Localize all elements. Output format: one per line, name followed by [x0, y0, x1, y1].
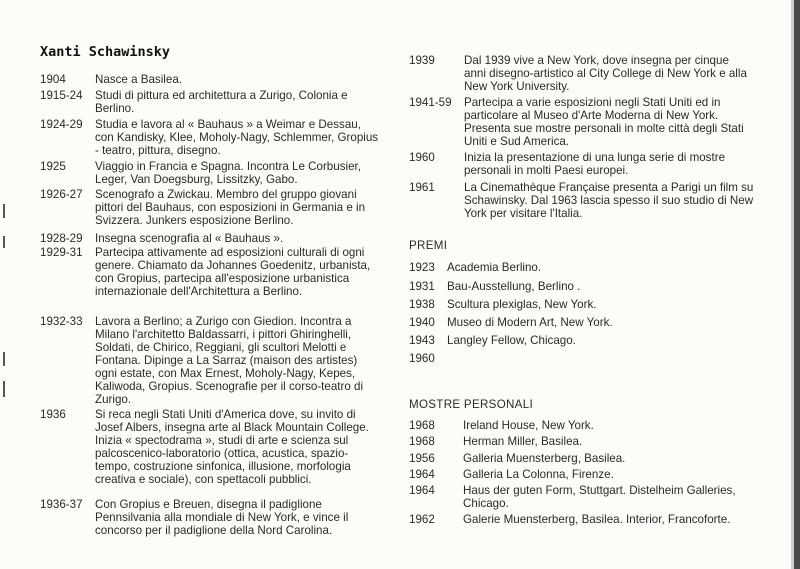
mostre-heading: MOSTRE PERSONALI: [409, 398, 533, 411]
entry-text: Insegna scenografia al « Bauhaus ».: [95, 232, 284, 245]
entry-text: Haus der guten Form, Stuttgart. Distelheim Galleries, Chicago.: [463, 484, 736, 510]
premi-heading: PREMI: [409, 239, 448, 252]
entry-year: 1929-31: [40, 246, 83, 259]
entry-text: Studi di pittura ed architettura a Zurigo, Colonia e Berlino.: [95, 89, 348, 115]
entry-year: 1960: [409, 352, 435, 365]
page-edge-shadow: [791, 0, 794, 569]
entry-year: 1939: [409, 54, 435, 67]
entry-text: Lavora a Berlino; a Zurigo con Giedion. Incontra a Milano l'architetto Baldassarri, i pittori Ghiringhelli, Soldati, de Chirico, Reggiani, gli scultori Melotti e Fontana. Dipinge a La Sarraz (maison des artistes) ogni estate, con Max Ernest, Moholy-Nagy, Kepes, Kaliwoda, Gropius. Scenografie per il corso-teatro di Zurigo.: [95, 315, 364, 406]
entry-text: Herman Miller, Basilea.: [463, 435, 583, 448]
entry-text: Ireland House, New York.: [463, 419, 594, 432]
entry-year: 1956: [409, 452, 435, 465]
entry-text: Museo di Modern Art, New York.: [447, 316, 613, 329]
entry-year: 1923: [409, 261, 435, 274]
margin-mark: [3, 381, 5, 397]
entry-year: 1931: [409, 280, 435, 293]
entry-year: 1941-59: [409, 96, 452, 109]
entry-text: Viaggio in Francia e Spagna. Incontra Le Corbusier, Leger, Van Doegsburg, Lissitzky, Gabo.: [95, 160, 361, 186]
entry-year: 1960: [409, 151, 435, 164]
entry-text: Partecipa a varie esposizioni negli Stati Uniti ed in particolare al Museo d'Arte Moderna di New York. Presenta sue mostre personali in molte città degli Stati Uniti e Sud America.: [464, 96, 744, 148]
margin-mark: [3, 352, 5, 366]
entry-text: Galleria Muensterberg, Basilea.: [463, 452, 626, 465]
entry-text: Bau-Ausstellung, Berlino .: [447, 280, 581, 293]
entry-year: 1904: [40, 73, 66, 86]
artist-name: Xanti Schawinsky: [40, 44, 171, 60]
entry-text: Inizia la presentazione di una lunga serie di mostre personali in molti Paesi europei.: [464, 151, 726, 177]
entry-text: Scultura plexiglas, New York.: [447, 298, 597, 311]
entry-year: 1936: [40, 408, 66, 421]
entry-year: 1964: [409, 484, 435, 497]
margin-mark: [3, 236, 5, 248]
entry-year: 1925: [40, 160, 66, 173]
entry-year: 1932-33: [40, 315, 83, 328]
entry-year: 1928-29: [40, 232, 83, 245]
entry-text: Galerie Muensterberg, Basilea. Interior, Francoforte.: [463, 513, 731, 526]
entry-text: Academia Berlino.: [447, 261, 542, 274]
entry-year: 1943: [409, 334, 435, 347]
entry-year: 1968: [409, 435, 435, 448]
entry-text: Con Gropius e Breuen, disegna il padiglione Pennsilvania alla mondiale di New York, e vince il concorso per il padiglione della Nord Carolina.: [95, 498, 349, 537]
entry-text: Galleria La Colonna, Firenze.: [463, 468, 614, 481]
entry-text: Si reca negli Stati Uniti d'America dove, su invito di Josef Albers, insegna arte al Black Mountain College. Inizia « spectodrama », studi di arte e scienza sul palcoscenico-laboratorio (ottica, acustica, spazio-tempo, costruzione sinfonica, illusione, morfologia creativa e sociale), con spettacoli pubblici.: [95, 408, 369, 486]
entry-text: Dal 1939 vive a New York, dove insegna per cinque anni disegno-artistico al City College di New York e alla New York University.: [464, 54, 747, 93]
entry-text: Nasce a Basilea.: [95, 73, 182, 86]
entry-year: 1968: [409, 419, 435, 432]
entry-year: 1915-24: [40, 89, 83, 102]
entry-year: 1936-37: [40, 498, 83, 511]
margin-mark: [3, 204, 5, 218]
entry-year: 1926-27: [40, 188, 83, 201]
entry-year: 1938: [409, 298, 435, 311]
entry-year: 1962: [409, 513, 435, 526]
entry-text: La Cinemathèque Française presenta a Parigi un film su Schawinsky. Dal 1963 lascia spesso il suo studio di New York per visitare l'Italia.: [464, 181, 754, 220]
page-edge: [794, 0, 800, 569]
entry-text: Partecipa attivamente ad esposizioni culturali di ogni genere. Chiamato da Johannes Goedenitz, urbanista, con Gropius, partecipa all'esposizione urbanistica internazionale dell'Architettura a Berlino.: [95, 246, 371, 298]
entry-year: 1964: [409, 468, 435, 481]
entry-year: 1924-29: [40, 118, 83, 131]
entry-text: Langley Fellow, Chicago.: [447, 334, 576, 347]
entry-year: 1961: [409, 181, 435, 194]
entry-text: Studia e lavora al « Bauhaus » a Weimar e Dessau, con Kandisky, Klee, Moholy-Nagy, Schlemmer, Gropius - teatro, pittura, disegno.: [95, 118, 379, 157]
entry-year: 1940: [409, 316, 435, 329]
entry-text: Scenografo a Zwickau. Membro del gruppo giovani pittori del Bauhaus, con esposizioni in Germania e in Svizzera. Junkers esposizione Berlino.: [95, 188, 366, 227]
